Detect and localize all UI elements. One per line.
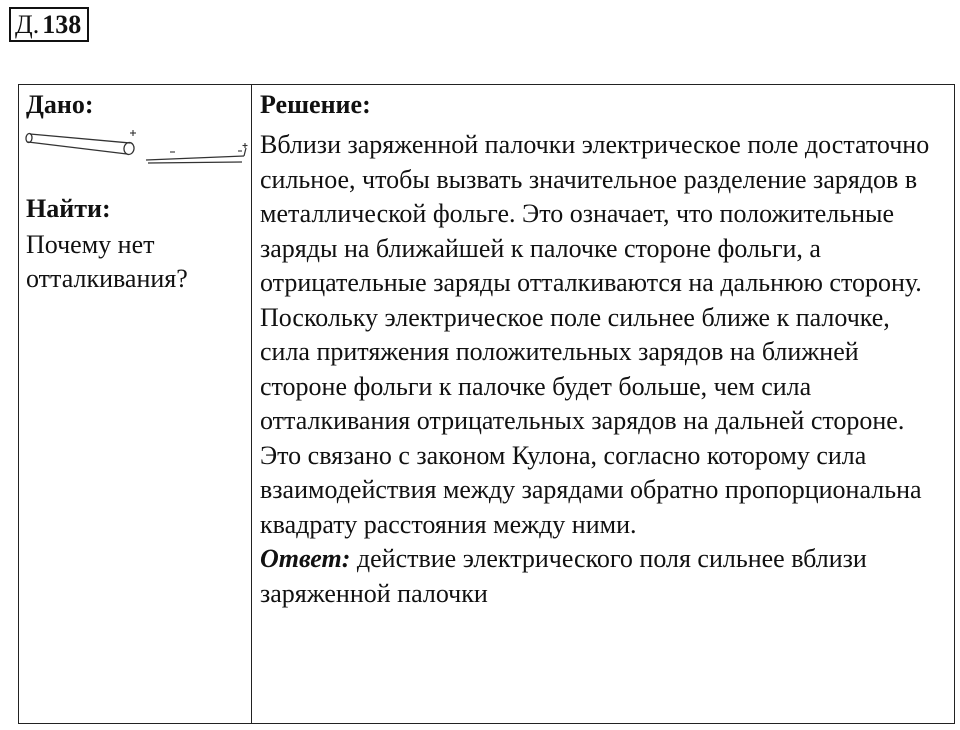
answer-text: действие электрического поля сильнее вблизи заряженной палочки: [260, 544, 867, 608]
given-heading: Дано:: [26, 90, 94, 119]
answer-label: Ответ:: [260, 544, 351, 573]
solution-heading: Решение:: [260, 90, 371, 119]
problem-number-box: [9, 7, 89, 42]
problem-number: 138: [42, 9, 82, 39]
solution-table: [18, 84, 955, 724]
charged-rod-and-foil-icon: [24, 126, 250, 172]
answer-block: [260, 542, 942, 611]
solution-text: Вблизи заряженной палочки электрическое поле достаточно сильное, чтобы вызвать значительное разделение зарядов в металлической фольге. Это означает, что положительные заряды на ближайшей к палочке стороне фольги, а отрицательные заряды отталкиваются на дальнюю сторону. Поскольку электрическое поле сильнее ближе к палочке, сила притяжения положительных зарядов на ближней стороне фольги к палочке будет больше, чем сила отталкивания отрицательных зарядов на дальней стороне. Это связано с законом Кулона, согласно которому сила взаимодействия между зарядами обратно пропорциональна квадрату расстояния между ними.: [260, 130, 930, 539]
problem-prefix: Д.: [15, 9, 40, 39]
given-column: [19, 85, 252, 723]
question-text: Почему нет отталкивания?: [26, 230, 188, 293]
find-heading: Найти:: [26, 194, 111, 223]
solution-column: [252, 85, 954, 723]
